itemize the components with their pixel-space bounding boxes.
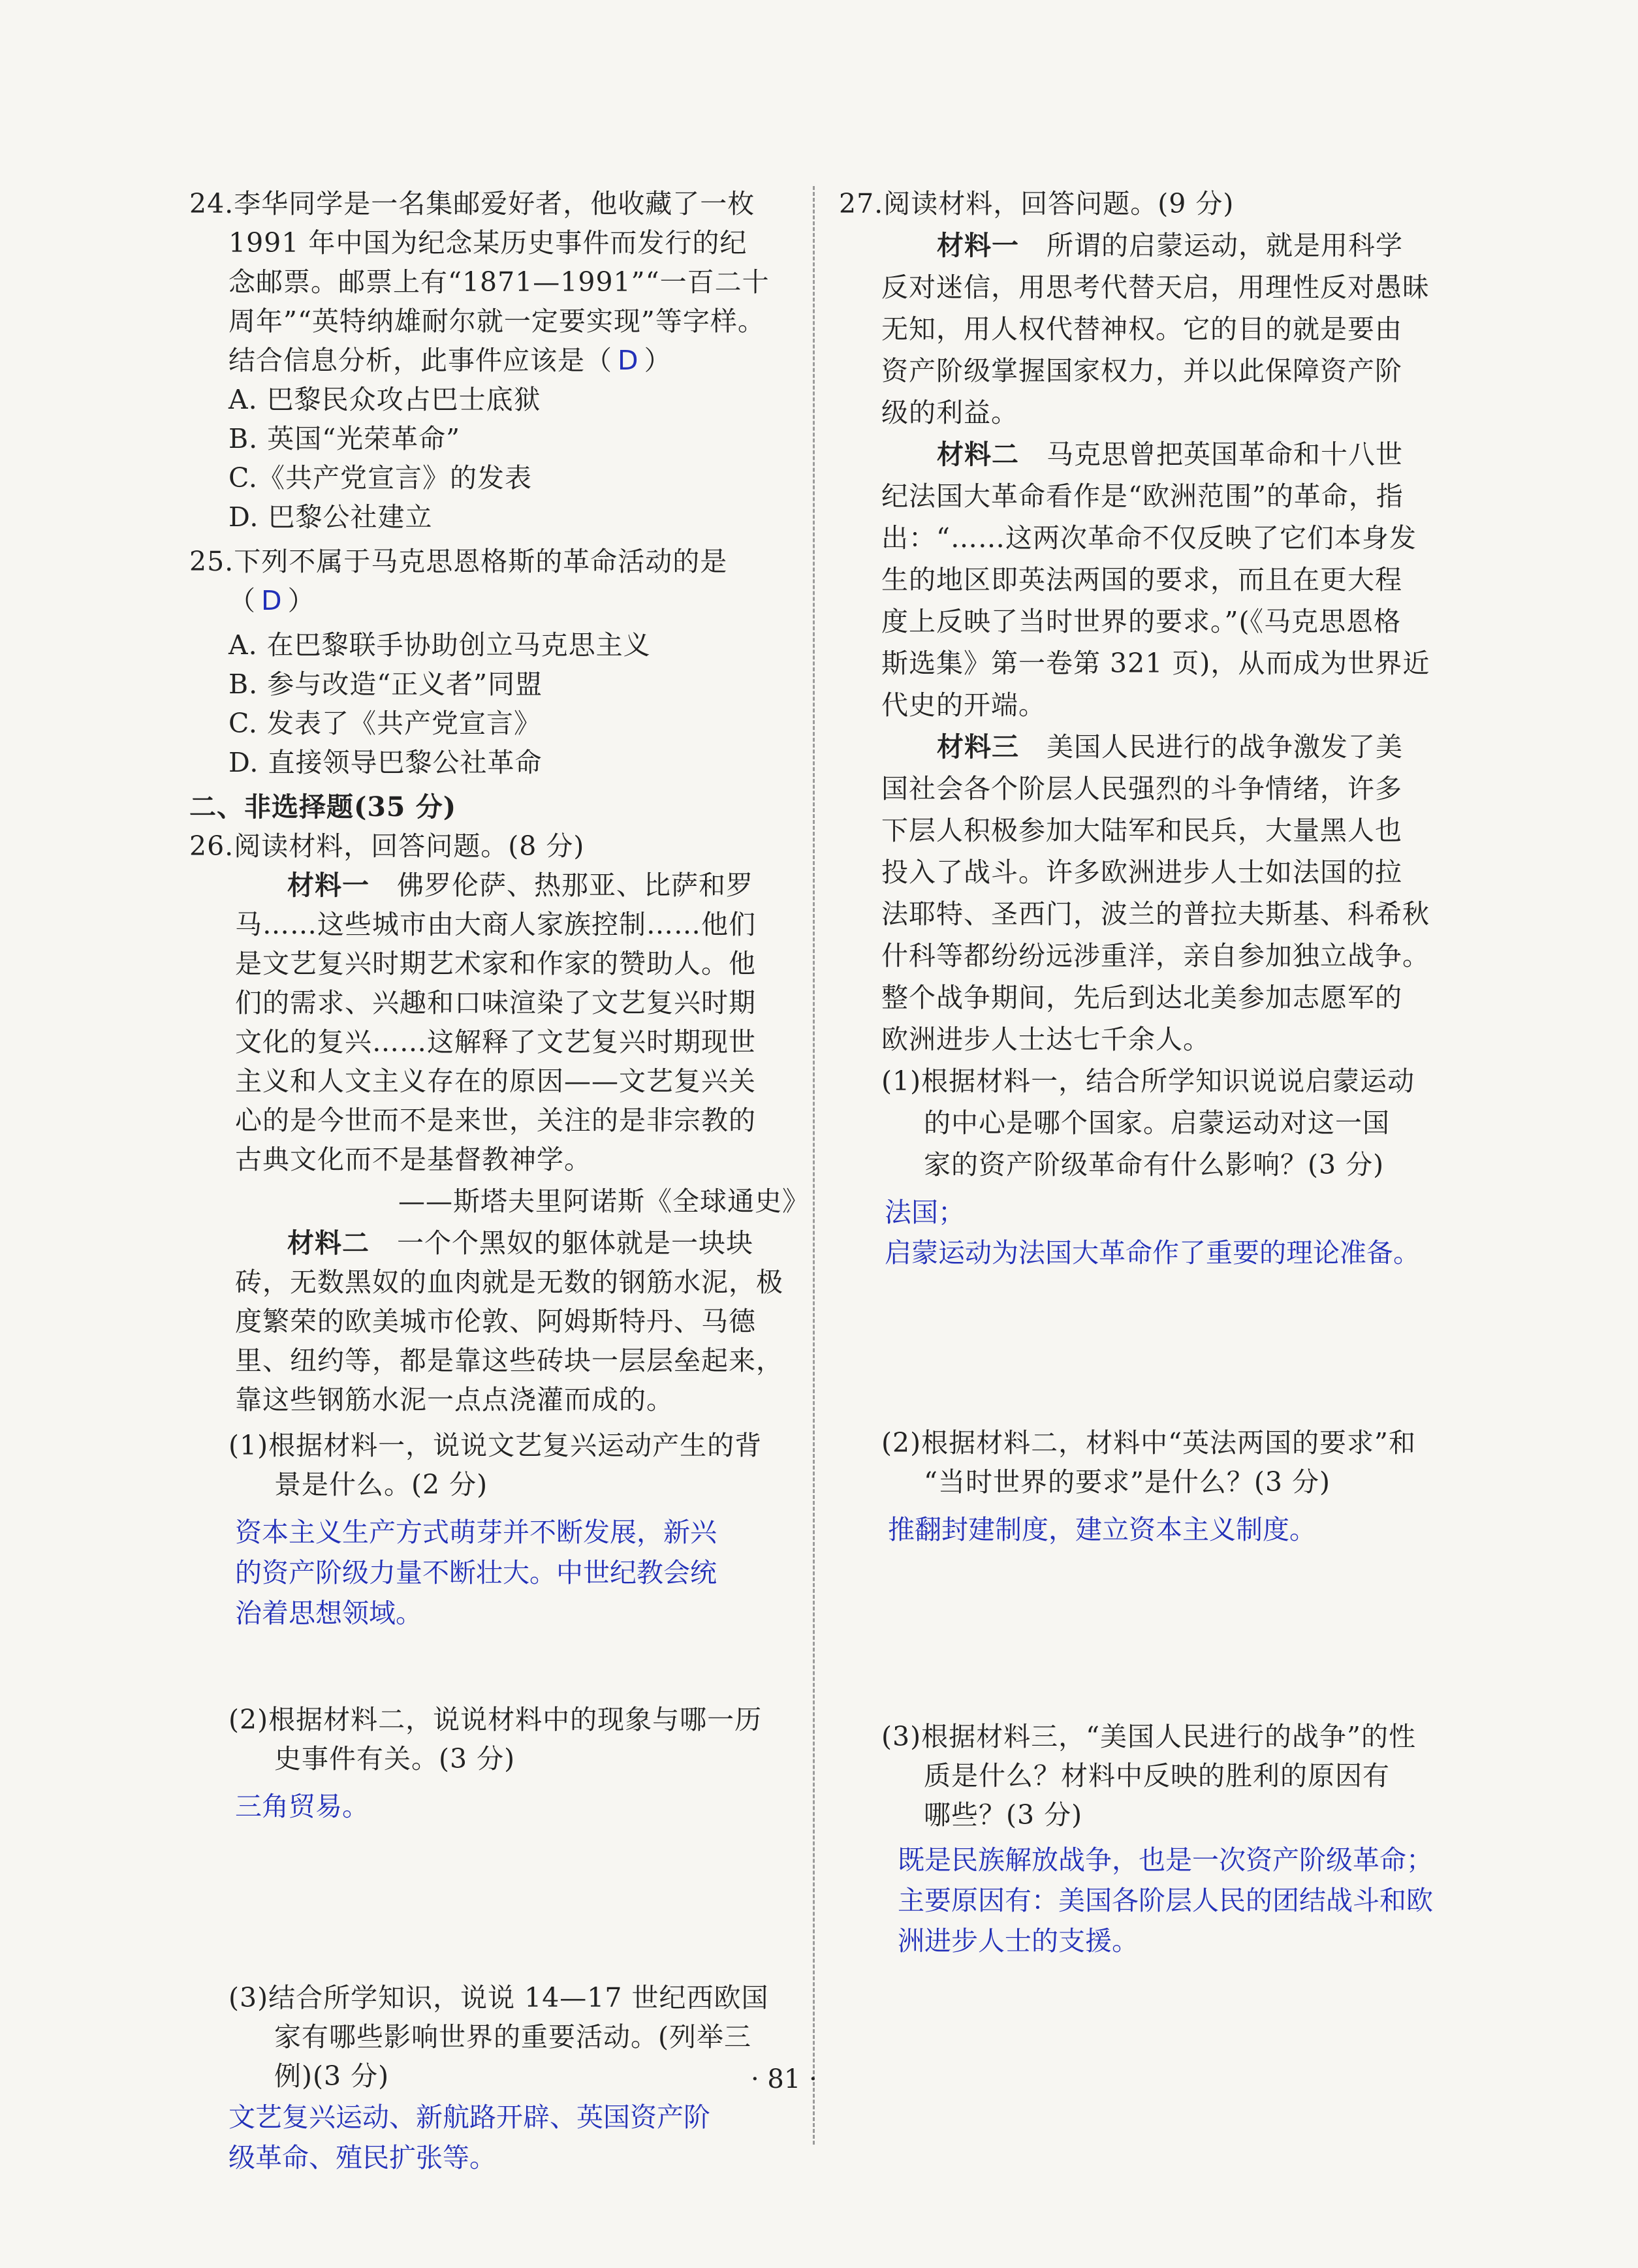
q27-subquestion-1: 的中心是哪个国家。启蒙运动对这一国	[924, 1107, 1390, 1139]
q25-option-a: A. 在巴黎联手协助创立马克思主义	[228, 629, 651, 661]
q27-material-2-line: 代史的开端。	[881, 689, 1046, 721]
q25-line: 25.下列不属于马克思恩格斯的革命活动的是	[189, 546, 728, 577]
q27-subquestion-1: (1)根据材料一，结合所学知识说说启蒙运动	[881, 1065, 1415, 1097]
q26-material-1-line: 心的是今世而不是来世，关注的是非宗教的	[235, 1105, 756, 1136]
q26-subquestion-3: (3)结合所学知识，说说 14—17 世纪西欧国	[228, 1982, 769, 2013]
q26-material-1-line: 主义和人文主义存在的原因——文艺复兴关	[235, 1065, 756, 1097]
q27-material-2-line: 斯选集》第一卷第 321 页)，从而成为世界近	[881, 648, 1430, 679]
q27-subquestion-3: 质是什么？材料中反映的胜利的原因有	[924, 1760, 1390, 1791]
q26-answer-1: 治着思想领域。	[235, 1598, 422, 1629]
q27-material-3-line: 法耶特、圣西门，波兰的普拉夫斯基、科希秋	[881, 898, 1430, 930]
q27-material-3-line: 什科等都纷纷远涉重洋，亲自参加独立战争。	[881, 940, 1430, 971]
q27-answer-3: 既是民族解放战争，也是一次资产阶级革命；	[898, 1844, 1433, 1876]
q27-material-1-line: 级的利益。	[881, 397, 1018, 428]
q27-subquestion-2: (2)根据材料二，材料中“英法两国的要求”和	[881, 1427, 1416, 1458]
q27-subquestion-3: 哪些？(3 分)	[924, 1799, 1083, 1831]
q24-answer: D	[618, 345, 639, 376]
q24-close: ）	[644, 345, 672, 376]
q27-material-3-line: 欧洲进步人士达七千余人。	[881, 1024, 1210, 1055]
q27-material-3-label: 材料三	[937, 731, 1019, 763]
q27-material-1-line: 无知，用人权代替神权。它的目的就是要由	[881, 313, 1402, 345]
q26-material-1-label: 材料一	[287, 870, 370, 901]
q26-subquestion-3: 例)(3 分)	[274, 2060, 390, 2092]
q27-material-2-line: 出：“……这两次革命不仅反映了它们本身发	[881, 522, 1417, 554]
q26-subquestion-1: (1)根据材料一，说说文艺复兴运动产生的背	[228, 1430, 763, 1461]
q27-material-1-label: 材料一	[937, 230, 1019, 261]
q24-option-d: D. 巴黎公社建立	[228, 501, 433, 533]
q24-prompt-text: 结合信息分析，此事件应该是（	[228, 345, 612, 376]
q25-option-c: C. 发表了《共产党宣言》	[228, 708, 541, 739]
q27-material-1-line: 资产阶级掌握国家权力，并以此保障资产阶	[881, 355, 1402, 386]
q24-line: 念邮票。邮票上有“1871—1991”“一百二十	[228, 266, 770, 298]
q24-option-a: A. 巴黎民众攻占巴士底狱	[228, 384, 541, 415]
q26-material-2-line: 靠这些钢筋水泥一点点浇灌而成的。	[235, 1384, 674, 1415]
q26-material-2-first	[287, 1223, 753, 1263]
q25-option-d: D. 直接领导巴黎公社革命	[228, 747, 543, 778]
q26-material-1-line: 们的需求、兴趣和口味渲染了文艺复兴时期	[235, 987, 756, 1018]
q25-answer: D	[261, 585, 283, 616]
q26-material-2-label: 材料二	[287, 1227, 370, 1259]
q24-prompt	[228, 341, 672, 380]
q26-material-1-line: 是文艺复兴时期艺术家和作家的赞助人。他	[235, 948, 756, 979]
q27-material-3-line: 整个战争期间，先后到达北美参加志愿军的	[881, 982, 1402, 1013]
q25-open: （	[228, 585, 256, 616]
q26-answer-2: 三角贸易。	[235, 1791, 369, 1822]
q26-material-1-line: 文化的复兴……这解释了文艺复兴时期现世	[235, 1026, 756, 1058]
q27-answer-2: 推翻封建制度，建立资本主义制度。	[888, 1514, 1316, 1545]
q27-material-3-text: 美国人民进行的战争激发了美	[1019, 731, 1403, 763]
q27-material-2-line: 纪法国大革命看作是“欧洲范围”的革命，指	[881, 480, 1404, 512]
q24-option-b: B. 英国“光荣革命”	[228, 423, 461, 454]
q27-material-1-text: 所谓的启蒙运动，就是用科学	[1019, 230, 1403, 261]
q26-answer-1: 资本主义生产方式萌芽并不断发展，新兴	[235, 1517, 717, 1548]
q26-material-1-line: 古典文化而不是基督教神学。	[235, 1144, 591, 1175]
q27-subquestion-2: “当时世界的要求”是什么？(3 分)	[924, 1466, 1331, 1498]
q26-answer-3: 级革命、殖民扩张等。	[228, 2142, 496, 2173]
q27-title: 27.阅读材料，回答问题。(9 分)	[839, 188, 1235, 219]
q26-material-1-text: 佛罗伦萨、热那亚、比萨和罗	[370, 870, 753, 901]
q27-material-3-line: 下层人积极参加大陆军和民兵，大量黑人也	[881, 815, 1402, 846]
q27-answer-3: 主要原因有：美国各阶层人民的团结战斗和欧	[898, 1885, 1433, 1916]
q26-material-2-line: 里、纽约等，都是靠这些砖块一层层垒起来，	[235, 1345, 783, 1376]
q26-subquestion-1: 景是什么。(2 分)	[274, 1469, 488, 1500]
q25-answer-line	[228, 581, 315, 620]
q27-material-3-first	[937, 727, 1403, 766]
q26-material-2-line: 砖，无数黑奴的血肉就是无数的钢筋水泥，极	[235, 1267, 783, 1298]
q27-material-1-first	[937, 226, 1403, 265]
section-heading: 二、非选择题(35 分)	[189, 791, 457, 823]
q27-answer-1: 法国；	[885, 1197, 965, 1228]
q27-material-2-first	[937, 435, 1403, 474]
q26-material-1-line: 马……这些城市由大商人家族控制……他们	[235, 909, 756, 940]
q26-subquestion-2: (2)根据材料二，说说材料中的现象与哪一历	[228, 1704, 763, 1735]
q24-line: 1991 年中国为纪念某历史事件而发行的纪	[228, 227, 748, 259]
q27-material-2-text: 马克思曾把英国革命和十八世	[1019, 439, 1403, 470]
q27-material-2-label: 材料二	[937, 439, 1019, 470]
q26-material-1-first	[287, 866, 753, 905]
q25-close: ）	[287, 585, 315, 616]
q25-option-b: B. 参与改造“正义者”同盟	[228, 669, 543, 700]
q27-material-3-line: 国社会各个阶层人民强烈的斗争情绪，许多	[881, 773, 1402, 804]
q26-subquestion-2: 史事件有关。(3 分)	[274, 1743, 516, 1774]
q27-subquestion-3: (3)根据材料三，“美国人民进行的战争”的性	[881, 1721, 1416, 1752]
q26-answer-3: 文艺复兴运动、新航路开辟、英国资产阶	[228, 2102, 710, 2133]
q26-subquestion-3: 家有哪些影响世界的重要活动。(列举三	[274, 2021, 751, 2053]
q26-answer-1: 的资产阶级力量不断壮大。中世纪教会统	[235, 1557, 717, 1588]
column-divider	[813, 186, 815, 2145]
q27-material-1-line: 反对迷信，用思考代替天启，用理性反对愚昧	[881, 272, 1430, 303]
q26-material-1-source: ——斯塔夫里阿诺斯《全球通史》	[398, 1186, 810, 1217]
q24-option-c: C.《共产党宣言》的发表	[228, 462, 532, 494]
q27-subquestion-1: 家的资产阶级革命有什么影响？(3 分)	[924, 1149, 1385, 1180]
q26-title: 26.阅读材料，回答问题。(8 分)	[189, 830, 585, 862]
q27-material-3-line: 投入了战斗。许多欧洲进步人士如法国的拉	[881, 857, 1402, 888]
q27-material-2-line: 度上反映了当时世界的要求。”(《马克思恩格	[881, 606, 1401, 637]
q26-material-2-text: 一个个黑奴的躯体就是一块块	[370, 1227, 753, 1259]
q24-line: 周年”“英特纳雄耐尔就一定要实现”等字样。	[228, 306, 765, 337]
q27-material-2-line: 生的地区即英法两国的要求，而且在更大程	[881, 564, 1402, 595]
q27-answer-1: 启蒙运动为法国大革命作了重要的理论准备。	[885, 1237, 1420, 1268]
q24-line: 24.李华同学是一名集邮爱好者，他收藏了一枚	[189, 188, 755, 219]
q27-answer-3: 洲进步人士的支援。	[898, 1925, 1139, 1957]
page-number: · 81 ·	[751, 2064, 817, 2094]
q26-material-2-line: 度繁荣的欧美城市伦敦、阿姆斯特丹、马德	[235, 1306, 756, 1337]
